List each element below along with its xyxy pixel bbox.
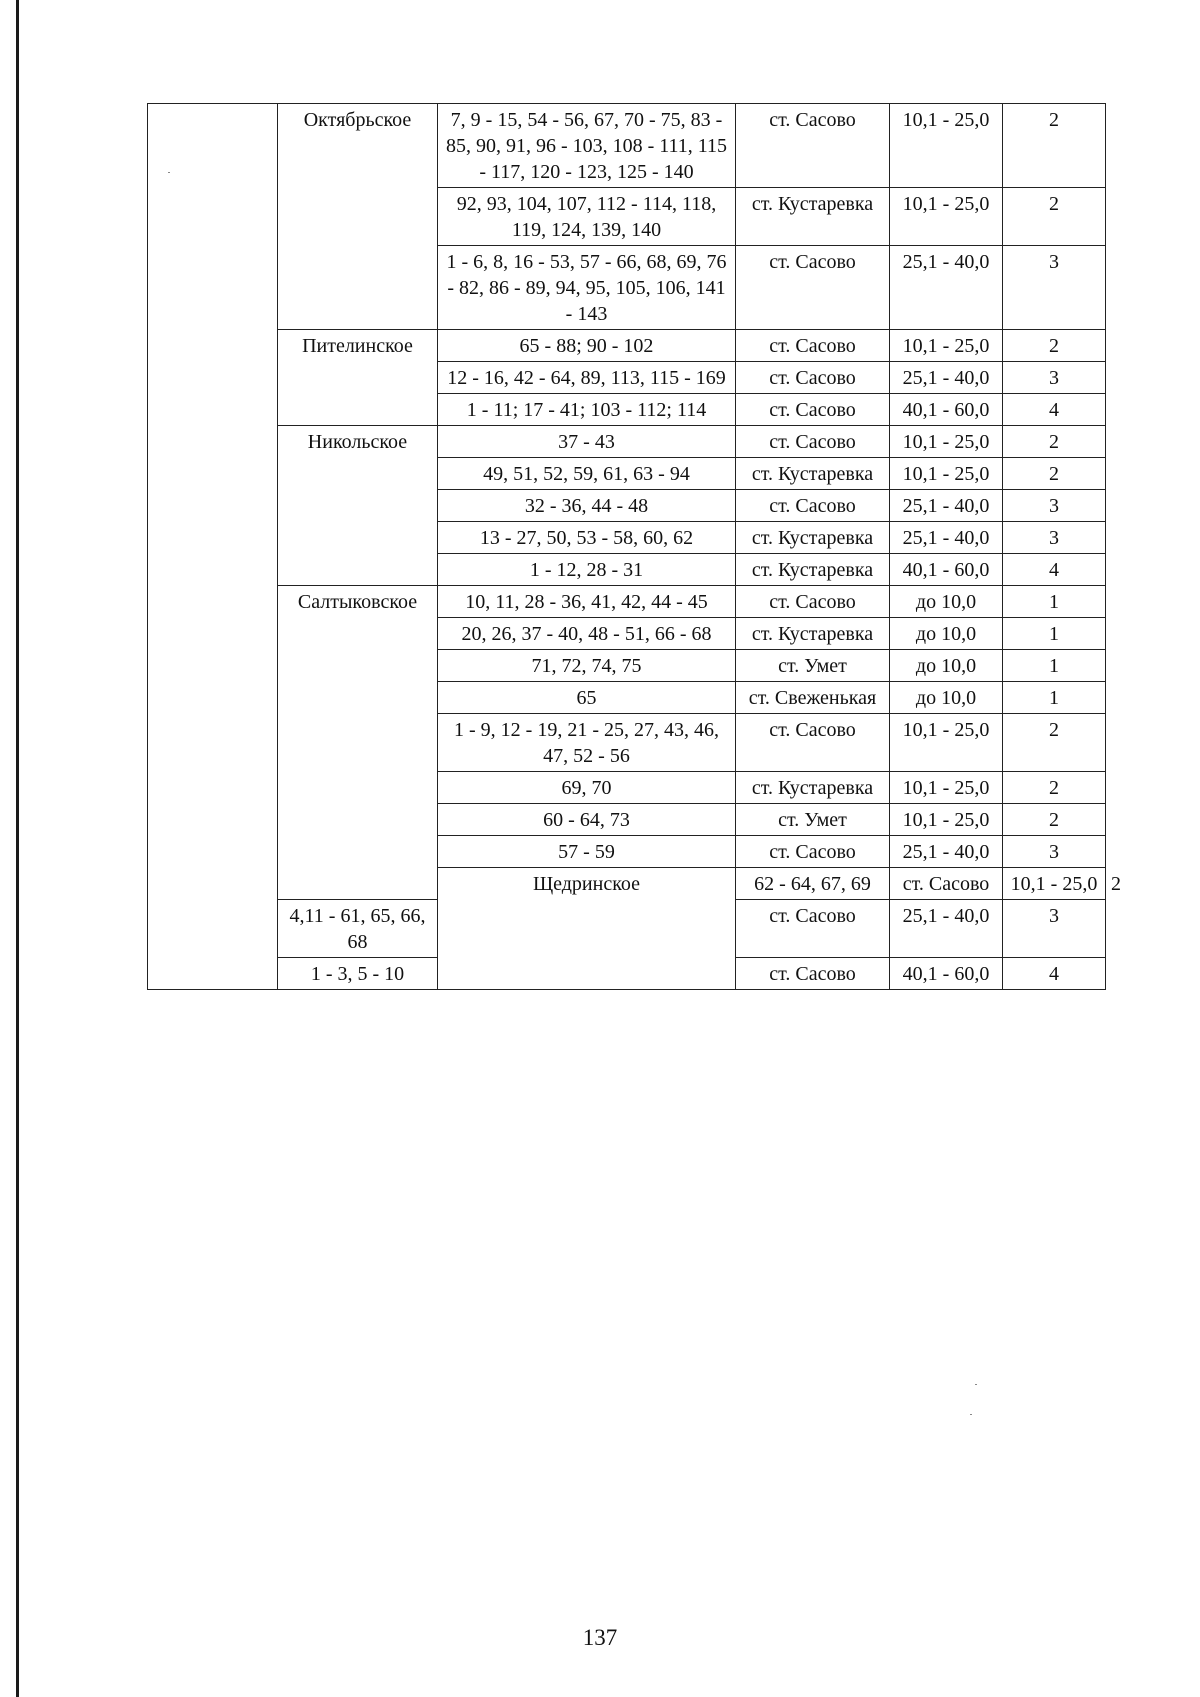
tariff-table [147,103,1121,990]
table-row [148,426,1106,458]
category-cell: 4 [1003,554,1106,586]
table-row [148,104,1106,188]
plots-cell: 20, 26, 37 - 40, 48 - 51, 66 - 68 [438,618,736,650]
table-row [148,330,1106,362]
scan-speck [970,1414,972,1415]
plots-cell: 32 - 36, 44 - 48 [438,490,736,522]
scan-border-line [16,0,19,1697]
distance-cell: 10,1 - 25,0 [890,104,1003,188]
category-cell: 2 [1003,188,1106,246]
district-cell: Никольское [278,426,438,586]
station-cell: ст. Сасово [736,426,890,458]
district-cell: Пителинское [278,330,438,426]
plots-cell: 69, 70 [438,772,736,804]
category-cell: 2 [1003,458,1106,490]
station-cell: ст. Сасово [736,900,890,958]
category-cell: 4 [1003,394,1106,426]
plots-cell: 60 - 64, 73 [438,804,736,836]
distance-cell: 25,1 - 40,0 [890,836,1003,868]
scan-speck [168,172,170,173]
distance-cell: 25,1 - 40,0 [890,522,1003,554]
station-cell: ст. Сасово [736,836,890,868]
plots-cell: 65 [438,682,736,714]
distance-cell: 10,1 - 25,0 [890,804,1003,836]
plots-cell: 57 - 59 [438,836,736,868]
station-cell: ст. Сасово [736,330,890,362]
category-cell: 3 [1003,522,1106,554]
category-cell: 1 [1003,586,1106,618]
plots-cell: 1 - 3, 5 - 10 [278,958,438,990]
region-cell [148,104,278,990]
category-cell: 2 [1003,714,1106,772]
distance-cell: 25,1 - 40,0 [890,246,1003,330]
station-cell: ст. Сасово [736,490,890,522]
station-cell: ст. Кустаревка [736,618,890,650]
district-cell: Щедринское [438,868,736,990]
station-cell: ст. Умет [736,650,890,682]
station-cell: ст. Сасово [736,958,890,990]
scan-speck [975,1384,977,1385]
category-cell: 4 [1003,958,1106,990]
plots-cell: 13 - 27, 50, 53 - 58, 60, 62 [438,522,736,554]
district-cell: Октябрьское [278,104,438,330]
district-cell: Салтыковское [278,586,438,900]
category-cell: 3 [1003,900,1106,958]
distance-cell: 25,1 - 40,0 [890,490,1003,522]
category-cell: 1 [1003,650,1106,682]
station-cell: ст. Свеженькая [736,682,890,714]
plots-cell: 12 - 16, 42 - 64, 89, 113, 115 - 169 [438,362,736,394]
distance-cell: до 10,0 [890,586,1003,618]
category-cell: 2 [1003,330,1106,362]
category-cell: 3 [1003,490,1106,522]
plots-cell: 37 - 43 [438,426,736,458]
page-number: 137 [582,1625,618,1650]
distance-cell: 10,1 - 25,0 [890,772,1003,804]
station-cell: ст. Сасово [736,104,890,188]
distance-cell: 10,1 - 25,0 [890,458,1003,490]
station-cell: ст. Умет [736,804,890,836]
category-cell: 2 [1003,804,1106,836]
station-cell: ст. Сасово [736,714,890,772]
category-cell: 3 [1003,362,1106,394]
distance-cell: 40,1 - 60,0 [890,554,1003,586]
station-cell: ст. Сасово [736,362,890,394]
table-row [148,586,1106,618]
plots-cell: 1 - 9, 12 - 19, 21 - 25, 27, 43, 46, 47, 52 - 56 [438,714,736,772]
station-cell: ст. Кустаревка [736,554,890,586]
station-cell: ст. Кустаревка [736,188,890,246]
category-cell: 3 [1003,246,1106,330]
plots-cell: 92, 93, 104, 107, 112 - 114, 118, 119, 124, 139, 140 [438,188,736,246]
plots-cell: 71, 72, 74, 75 [438,650,736,682]
distance-cell: 40,1 - 60,0 [890,394,1003,426]
station-cell: ст. Кустаревка [736,772,890,804]
plots-cell: 65 - 88; 90 - 102 [438,330,736,362]
distance-cell: 10,1 - 25,0 [890,426,1003,458]
station-cell: ст. Сасово [736,246,890,330]
plots-cell: 49, 51, 52, 59, 61, 63 - 94 [438,458,736,490]
distance-cell: 25,1 - 40,0 [890,362,1003,394]
plots-cell: 1 - 6, 8, 16 - 53, 57 - 66, 68, 69, 76 - 82, 86 - 89, 94, 95, 105, 106, 141 - 143 [438,246,736,330]
category-cell: 2 [1003,104,1106,188]
plots-cell: 1 - 11; 17 - 41; 103 - 112; 114 [438,394,736,426]
station-cell: ст. Сасово [736,586,890,618]
category-cell: 2 [1003,426,1106,458]
distance-cell: до 10,0 [890,618,1003,650]
distance-cell: 10,1 - 25,0 [1003,868,1106,900]
station-cell: ст. Кустаревка [736,458,890,490]
station-cell: ст. Сасово [890,868,1003,900]
station-cell: ст. Сасово [736,394,890,426]
plots-cell: 1 - 12, 28 - 31 [438,554,736,586]
distance-cell: 25,1 - 40,0 [890,900,1003,958]
distance-cell: 10,1 - 25,0 [890,714,1003,772]
distance-cell: до 10,0 [890,650,1003,682]
category-cell: 2 [1003,772,1106,804]
table-row: Щедринское 62 - 64, 67, 69 ст. Сасово 10,1 - 25,0 2 [148,868,1106,900]
distance-cell: 40,1 - 60,0 [890,958,1003,990]
plots-cell: 4,11 - 61, 65, 66, 68 [278,900,438,958]
plots-cell: 7, 9 - 15, 54 - 56, 67, 70 - 75, 83 - 85, 90, 91, 96 - 103, 108 - 111, 115 - 117, 120 - 123, 125 - 140 [438,104,736,188]
table-body [148,104,1121,990]
plots-cell: 62 - 64, 67, 69 [736,868,890,900]
distance-cell: 10,1 - 25,0 [890,188,1003,246]
category-cell: 1 [1003,682,1106,714]
plots-cell: 10, 11, 28 - 36, 41, 42, 44 - 45 [438,586,736,618]
category-cell: 1 [1003,618,1106,650]
category-cell: 3 [1003,836,1106,868]
station-cell: ст. Кустаревка [736,522,890,554]
distance-cell: до 10,0 [890,682,1003,714]
distance-cell: 10,1 - 25,0 [890,330,1003,362]
